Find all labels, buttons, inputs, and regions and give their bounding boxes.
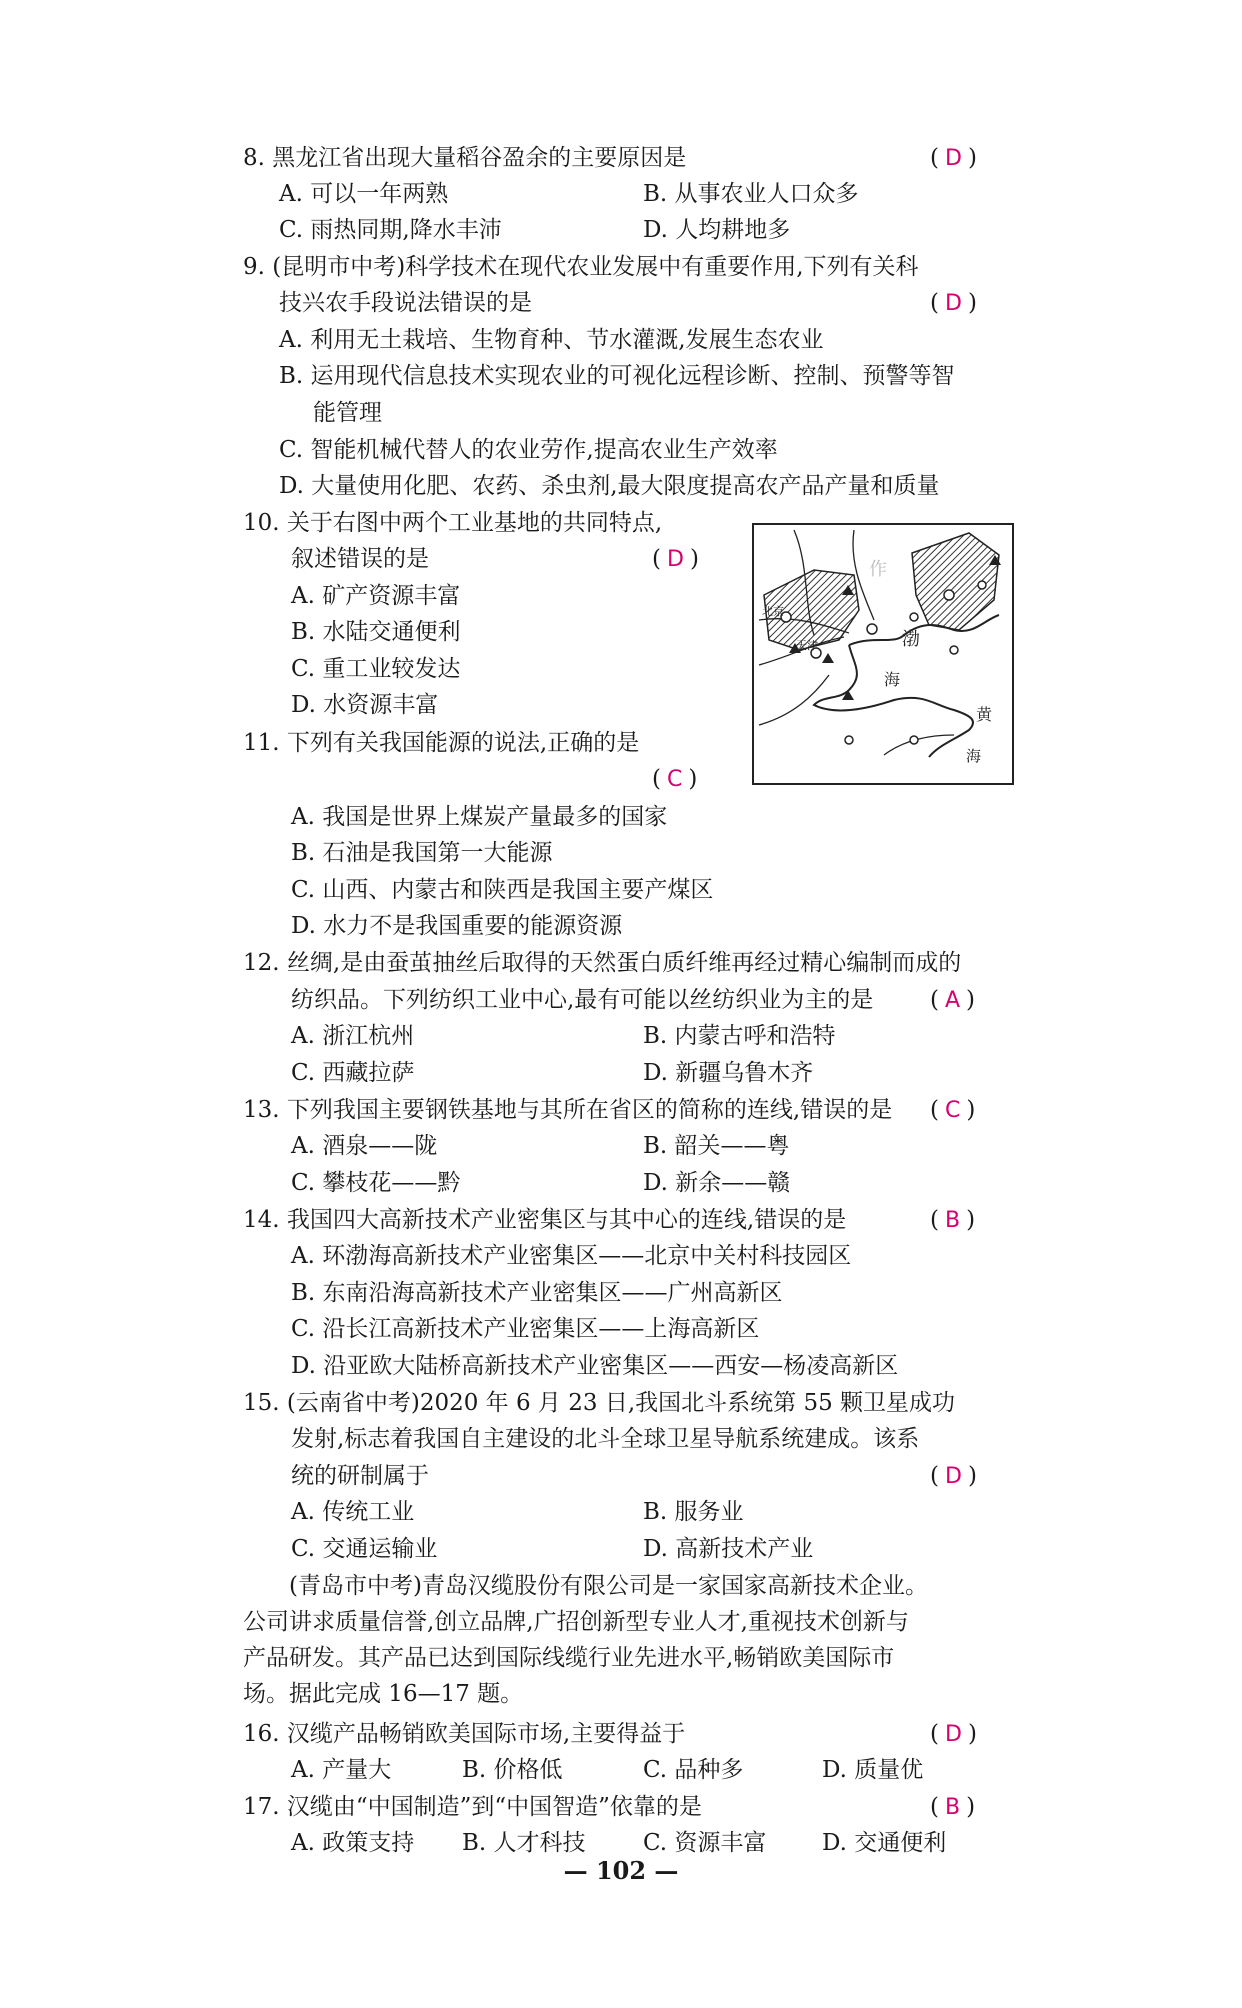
q17-answer: ( B ) bbox=[930, 1794, 976, 1820]
passage-line-4: 场。据此完成 16—17 题。 bbox=[243, 1681, 524, 1707]
label-beijing: 北京 bbox=[762, 605, 784, 618]
q12-option-a: A. 浙江杭州 bbox=[291, 1023, 415, 1049]
q16-option-a: A. 产量大 bbox=[291, 1757, 392, 1783]
q17-option-a: A. 政策支持 bbox=[291, 1830, 415, 1856]
q11-option-b: B. 石油是我国第一大能源 bbox=[291, 840, 553, 866]
q17-option-c: C. 资源丰富 bbox=[643, 1830, 767, 1856]
q8-answer: ( D ) bbox=[930, 145, 977, 171]
q14-option-c: C. 沿长江高新技术产业密集区——上海高新区 bbox=[291, 1316, 760, 1342]
q17-option-b: B. 人才科技 bbox=[462, 1830, 586, 1856]
q10-option-c: C. 重工业较发达 bbox=[291, 656, 461, 682]
q14-option-b: B. 东南沿海高新技术产业密集区——广州高新区 bbox=[291, 1280, 783, 1306]
q9-stem-line2: 技兴农手段说法错误的是 bbox=[279, 290, 532, 316]
q10-stem-line2: 叙述错误的是 bbox=[291, 546, 429, 572]
page-number: — 102 — bbox=[563, 1856, 679, 1885]
q15-stem-line1: 15. (云南省中考)2020 年 6 月 23 日,我国北斗系统第 55 颗卫星成功 bbox=[243, 1390, 956, 1416]
q10-answer: ( D ) bbox=[652, 546, 699, 572]
q9-answer: ( D ) bbox=[930, 290, 977, 316]
q10-option-d: D. 水资源丰富 bbox=[291, 692, 439, 718]
q15-option-b: B. 服务业 bbox=[643, 1499, 744, 1525]
q13-option-a: A. 酒泉——陇 bbox=[291, 1133, 438, 1159]
q15-option-d: D. 高新技术产业 bbox=[643, 1536, 814, 1562]
q13-answer: ( C ) bbox=[930, 1097, 976, 1123]
q9-option-b-cont: 能管理 bbox=[313, 400, 382, 426]
q10-option-a: A. 矿产资源丰富 bbox=[291, 583, 461, 609]
q14-stem: 14. 我国四大高新技术产业密集区与其中心的连线,错误的是 bbox=[243, 1207, 847, 1233]
q12-option-d: D. 新疆乌鲁木齐 bbox=[643, 1060, 814, 1086]
q16-option-b: B. 价格低 bbox=[462, 1757, 563, 1783]
q11-option-c: C. 山西、内蒙古和陕西是我国主要产煤区 bbox=[291, 877, 714, 903]
q11-answer: ( C ) bbox=[652, 766, 698, 792]
q13-option-b: B. 韶关——粤 bbox=[643, 1133, 790, 1159]
passage-line-3: 产品研发。其产品已达到国际线缆行业先进水平,畅销欧美国际市 bbox=[243, 1645, 895, 1671]
q12-answer: ( A ) bbox=[930, 987, 976, 1013]
q14-option-a: A. 环渤海高新技术产业密集区——北京中关村科技园区 bbox=[291, 1243, 852, 1269]
q9-option-a: A. 利用无土栽培、生物育种、节水灌溉,发展生态农业 bbox=[279, 327, 824, 353]
q9-stem-line1: 9. (昆明市中考)科学技术在现代农业发展中有重要作用,下列有关科 bbox=[243, 254, 919, 280]
q8-option-d: D. 人均耕地多 bbox=[643, 217, 791, 243]
passage-line-1: (青岛市中考)青岛汉缆股份有限公司是一家国家高新技术企业。 bbox=[289, 1573, 928, 1599]
passage-line-2: 公司讲求质量信誉,创立品牌,广招创新型专业人才,重视技术创新与 bbox=[243, 1609, 909, 1635]
q12-option-c: C. 西藏拉萨 bbox=[291, 1060, 415, 1086]
q10-stem-line1: 10. 关于右图中两个工业基地的共同特点, bbox=[243, 510, 663, 536]
q11-option-a: A. 我国是世界上煤炭产量最多的国家 bbox=[291, 804, 668, 830]
q9-option-c: C. 智能机械代替人的农业劳作,提高农业生产效率 bbox=[279, 437, 778, 463]
q12-stem-line1: 12. 丝绸,是由蚕茧抽丝后取得的天然蛋白质纤维再经过精心编制而成的 bbox=[243, 950, 962, 976]
q10-option-b: B. 水陆交通便利 bbox=[291, 619, 461, 645]
q16-option-c: C. 品种多 bbox=[643, 1757, 744, 1783]
q14-answer: ( B ) bbox=[930, 1207, 976, 1233]
q8-option-a: A. 可以一年两熟 bbox=[279, 181, 449, 207]
q9-option-b: B. 运用现代信息技术实现农业的可视化远程诊断、控制、预警等智 bbox=[279, 363, 955, 389]
q17-stem: 17. 汉缆由“中国制造”到“中国智造”依靠的是 bbox=[243, 1794, 702, 1820]
reading-passage bbox=[243, 1568, 1013, 1712]
liaozhongnan-industrial-base bbox=[912, 533, 999, 630]
q16-option-d: D. 质量优 bbox=[822, 1757, 924, 1783]
q15-option-a: A. 传统工业 bbox=[291, 1499, 415, 1525]
label-hai-2: 海 bbox=[966, 747, 982, 765]
label-hai: 海 bbox=[884, 670, 901, 689]
q11-stem: 11. 下列有关我国能源的说法,正确的是 bbox=[243, 730, 640, 756]
q15-option-c: C. 交通运输业 bbox=[291, 1536, 438, 1562]
q12-stem-line2: 纺织品。下列纺织工业中心,最有可能以丝纺织业为主的是 bbox=[291, 987, 874, 1013]
q13-stem: 13. 下列我国主要钢铁基地与其所在省区的简称的连线,错误的是 bbox=[243, 1097, 893, 1123]
q17-option-d: D. 交通便利 bbox=[822, 1830, 947, 1856]
label-tianjin: 天津 bbox=[796, 639, 818, 652]
q15-stem-line3: 统的研制属于 bbox=[291, 1463, 429, 1489]
label-huang: 黄 bbox=[976, 705, 993, 724]
q15-stem-line2: 发射,标志着我国自主建设的北斗全球卫星导航系统建成。该系 bbox=[291, 1426, 920, 1452]
q8-option-b: B. 从事农业人口众多 bbox=[643, 181, 859, 207]
q11-option-d: D. 水力不是我国重要的能源资源 bbox=[291, 913, 623, 939]
q8-stem: 8. 黑龙江省出现大量稻谷盈余的主要原因是 bbox=[243, 145, 687, 171]
q9-option-d: D. 大量使用化肥、农药、杀虫剂,最大限度提高农产品产量和质量 bbox=[279, 473, 940, 499]
q13-option-c: C. 攀枝花——黔 bbox=[291, 1170, 461, 1196]
q12-option-b: B. 内蒙古呼和浩特 bbox=[643, 1023, 836, 1049]
q14-option-d: D. 沿亚欧大陆桥高新技术产业密集区——西安—杨凌高新区 bbox=[291, 1353, 899, 1379]
watermark-label: 作 bbox=[869, 559, 887, 580]
industrial-base-map bbox=[752, 523, 1014, 785]
q16-stem: 16. 汉缆产品畅销欧美国际市场,主要得益于 bbox=[243, 1721, 686, 1747]
q15-answer: ( D ) bbox=[930, 1463, 977, 1489]
q13-option-d: D. 新余——赣 bbox=[643, 1170, 791, 1196]
q16-answer: ( D ) bbox=[930, 1721, 977, 1747]
label-bo: 渤 bbox=[902, 629, 920, 650]
q8-option-c: C. 雨热同期,降水丰沛 bbox=[279, 217, 502, 243]
